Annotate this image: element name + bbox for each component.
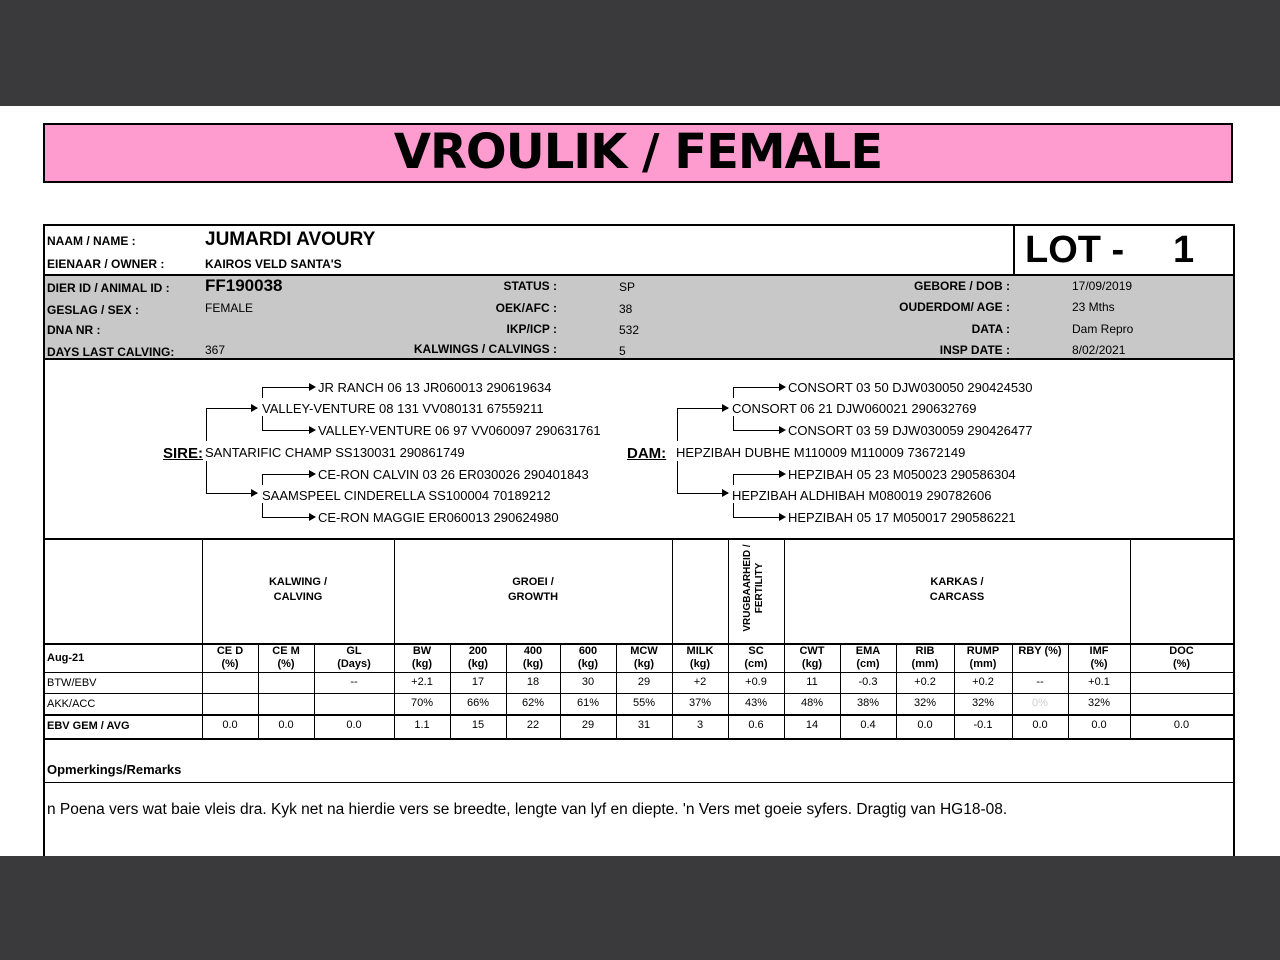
ebv-cell-rump-row2: -0.1: [973, 719, 993, 731]
dam-dam: HEPZIBAH ALDHIBAH M080019 290782606: [732, 488, 992, 503]
afc-label: OEK/AFC :: [495, 301, 557, 315]
col-header-400: 400 (kg): [522, 645, 544, 670]
ebv-cell-400-row2: 22: [526, 719, 540, 731]
sire-dam-sire: CE-RON CALVIN 03 26 ER030026 290401843: [318, 467, 589, 482]
ebv-cell-600-row0: 30: [581, 676, 595, 688]
ebv-cell-ce-d-row2: 0.0: [222, 719, 238, 731]
sire-label: SIRE:: [163, 445, 204, 462]
ebv-cell-400-row1: 62%: [521, 697, 545, 709]
page-title: VROULIK / FEMALE: [43, 123, 1233, 183]
ebv-cell-sc-row0: +0.9: [745, 676, 767, 688]
ebv-cell-cwt-row2: 14: [805, 719, 819, 731]
col-header-bw: BW (kg): [411, 645, 433, 670]
ebv-cell-400-row0: 18: [526, 676, 540, 688]
col-header-milk: MILK (kg): [686, 645, 714, 670]
ebv-cell-mcw-row0: 29: [637, 676, 651, 688]
ebv-cell-imf-row1: 32%: [1087, 697, 1111, 709]
ebv-cell-rib-row2: 0.0: [917, 719, 933, 731]
age-label: OUDERDOM/ AGE :: [899, 300, 1010, 314]
col-header-600: 600 (kg): [577, 645, 599, 670]
ebv-date-label: Aug-21: [47, 652, 85, 664]
col-header-sc: SC (cm): [744, 645, 768, 670]
calving-group-label: KALWING / CALVING: [268, 576, 328, 603]
icp-label: IKP/ICP :: [506, 322, 557, 336]
ebv-cell-ema-row0: -0.3: [858, 676, 878, 688]
dam-dam-dam: HEPZIBAH 05 17 M050017 290586221: [788, 510, 1016, 525]
lot-label: LOT -: [1025, 229, 1125, 271]
animal-id: FF190038: [205, 276, 283, 295]
ebv-cell-200-row0: 17: [471, 676, 485, 688]
name-label: NAAM / NAME :: [47, 234, 136, 248]
col-header-rump: RUMP (mm): [966, 645, 1000, 670]
ebv-cell-cwt-row1: 48%: [800, 697, 824, 709]
col-header-gl: GL (Days): [337, 645, 371, 670]
lot-box: [1013, 226, 1233, 274]
ebv-cell-rump-row0: +0.2: [972, 676, 994, 688]
dna-label: DNA NR :: [47, 323, 101, 337]
ebv-cell-mcw-row2: 31: [637, 719, 651, 731]
ebv-cell-milk-row0: +2: [693, 676, 707, 688]
lot-number: 1: [1173, 229, 1195, 271]
ebv-cell-sc-row1: 43%: [744, 697, 768, 709]
sire-sire-sire: JR RANCH 06 13 JR060013 290619634: [318, 380, 552, 395]
ebv-cell-cwt-row0: 11: [806, 676, 818, 688]
ebv-cell-doc-row2: 0.0: [1173, 719, 1190, 731]
ebv-cell-200-row1: 66%: [466, 697, 490, 709]
ebv-cell-imf-row2: 0.0: [1091, 719, 1107, 731]
ebv-cell-rib-row1: 32%: [913, 697, 937, 709]
ebv-cell-600-row1: 61%: [576, 697, 600, 709]
ebv-cell-milk-row1: 37%: [688, 697, 712, 709]
insp-date-label: INSP DATE :: [939, 343, 1010, 357]
days-last-calving-value: 367: [205, 343, 226, 357]
sire-dam: SAAMSPEEL CINDERELLA SS100004 70189212: [262, 488, 551, 503]
col-header-rby: RBY (%): [1018, 645, 1062, 657]
avg-row-label: EBV GEM / AVG: [47, 720, 130, 732]
dam-label: DAM:: [627, 445, 667, 462]
col-header-ema: EMA (cm): [855, 645, 881, 670]
sire: SANTARIFIC CHAMP SS130031 290861749: [205, 445, 465, 460]
ebv-cell-imf-row0: +0.1: [1088, 676, 1110, 688]
ebv-cell-bw-row0: +2.1: [411, 676, 433, 688]
ebv-row-label: BTW/EBV: [47, 677, 97, 689]
ebv-cell-ema-row2: 0.4: [860, 719, 876, 731]
dam: HEPZIBAH DUBHE M110009 M110009 73672149: [676, 445, 966, 460]
icp-value: 532: [619, 323, 640, 337]
col-header-cwt: CWT (kg): [799, 645, 825, 670]
growth-group-label: GROEI / GROWTH: [507, 576, 559, 603]
dob-value: 17/09/2019: [1072, 279, 1133, 293]
col-header-rib: RIB (mm): [911, 645, 939, 670]
ebv-cell-bw-row2: 1.1: [414, 719, 430, 731]
remarks-label: Opmerkings/Remarks: [47, 762, 182, 777]
sire-dam-dam: CE-RON MAGGIE ER060013 290624980: [318, 510, 559, 525]
calvings-value: 5: [619, 344, 626, 358]
dam-dam-sire: HEPZIBAH 05 23 M050023 290586304: [788, 467, 1016, 482]
acc-row-label: AKK/ACC: [47, 698, 96, 710]
ebv-cell-rby-row1: 0%: [1032, 697, 1048, 709]
afc-value: 38: [619, 302, 633, 316]
ebv-cell-sc-row2: 0.6: [748, 719, 764, 731]
sex-label: GESLAG / SEX :: [47, 303, 140, 317]
sex-value: FEMALE: [205, 301, 254, 315]
ebv-cell-ema-row1: 38%: [856, 697, 880, 709]
ebv-cell-rump-row1: 32%: [971, 697, 995, 709]
ebv-cell-600-row2: 29: [581, 719, 595, 731]
insp-date-value: 8/02/2021: [1072, 343, 1126, 357]
ebv-cell-bw-row1: 70%: [410, 697, 434, 709]
remarks-text: n Poena vers wat baie vleis dra. Kyk net na hierdie vers se breedte, lengte van lyf en diepte. 'n Vers met goeie syfers. Dragtig van HG18-08.: [47, 801, 1008, 818]
dam-sire-sire: CONSORT 03 50 DJW030050 290424530: [788, 380, 1033, 395]
col-header-imf: IMF (%): [1089, 645, 1109, 670]
carcass-group-label: KARKAS / CARCASS: [929, 576, 985, 603]
col-header-ce-d: CE D (%): [216, 645, 244, 670]
owner-label: EIENAAR / OWNER :: [47, 257, 165, 271]
page: [0, 106, 1280, 856]
dob-label: GEBORE / DOB :: [913, 279, 1010, 293]
ebv-cell-gl-row0: --: [350, 676, 358, 688]
ebv-cell-200-row2: 15: [471, 719, 485, 731]
ebv-cell-mcw-row1: 55%: [632, 697, 656, 709]
data-value: Dam Repro: [1072, 322, 1134, 336]
calvings-label: KALWINGS / CALVINGS :: [413, 342, 557, 356]
ebv-cell-rby-row0: --: [1036, 676, 1044, 688]
sire-sire-dam: VALLEY-VENTURE 06 97 VV060097 290631761: [318, 423, 601, 438]
info-band: [45, 274, 1233, 360]
status-label: STATUS :: [503, 279, 557, 293]
sire-sire: VALLEY-VENTURE 08 131 VV080131 67559211: [262, 401, 544, 416]
fertility-group-label: VRUGBAARHEID / FERTILITY: [742, 544, 765, 632]
days-last-calving-label: DAYS LAST CALVING:: [47, 345, 175, 359]
col-header-200: 200 (kg): [467, 645, 489, 670]
ebv-cell-gl-row2: 0.0: [346, 719, 362, 731]
ebv-cell-rby-row2: 0.0: [1032, 719, 1048, 731]
dam-sire-dam: CONSORT 03 59 DJW030059 290426477: [788, 423, 1033, 438]
ebv-cell-ce-m-row2: 0.0: [278, 719, 294, 731]
col-header-mcw: MCW (kg): [630, 645, 658, 670]
age-value: 23 Mths: [1072, 300, 1115, 314]
col-header-ce-m: CE M (%): [272, 645, 300, 670]
data-label: DATA :: [971, 322, 1010, 336]
col-header-doc: DOC (%): [1169, 645, 1194, 670]
animal-card: [43, 224, 1235, 856]
ebv-cell-rib-row0: +0.2: [914, 676, 936, 688]
animal-id-label: DIER ID / ANIMAL ID :: [47, 281, 170, 295]
dam-sire: CONSORT 06 21 DJW060021 290632769: [732, 401, 977, 416]
owner-name: KAIROS VELD SANTA'S: [205, 257, 342, 271]
ebv-cell-milk-row2: 3: [696, 719, 704, 731]
animal-name: JUMARDI AVOURY: [205, 229, 376, 250]
status-value: SP: [619, 280, 636, 294]
